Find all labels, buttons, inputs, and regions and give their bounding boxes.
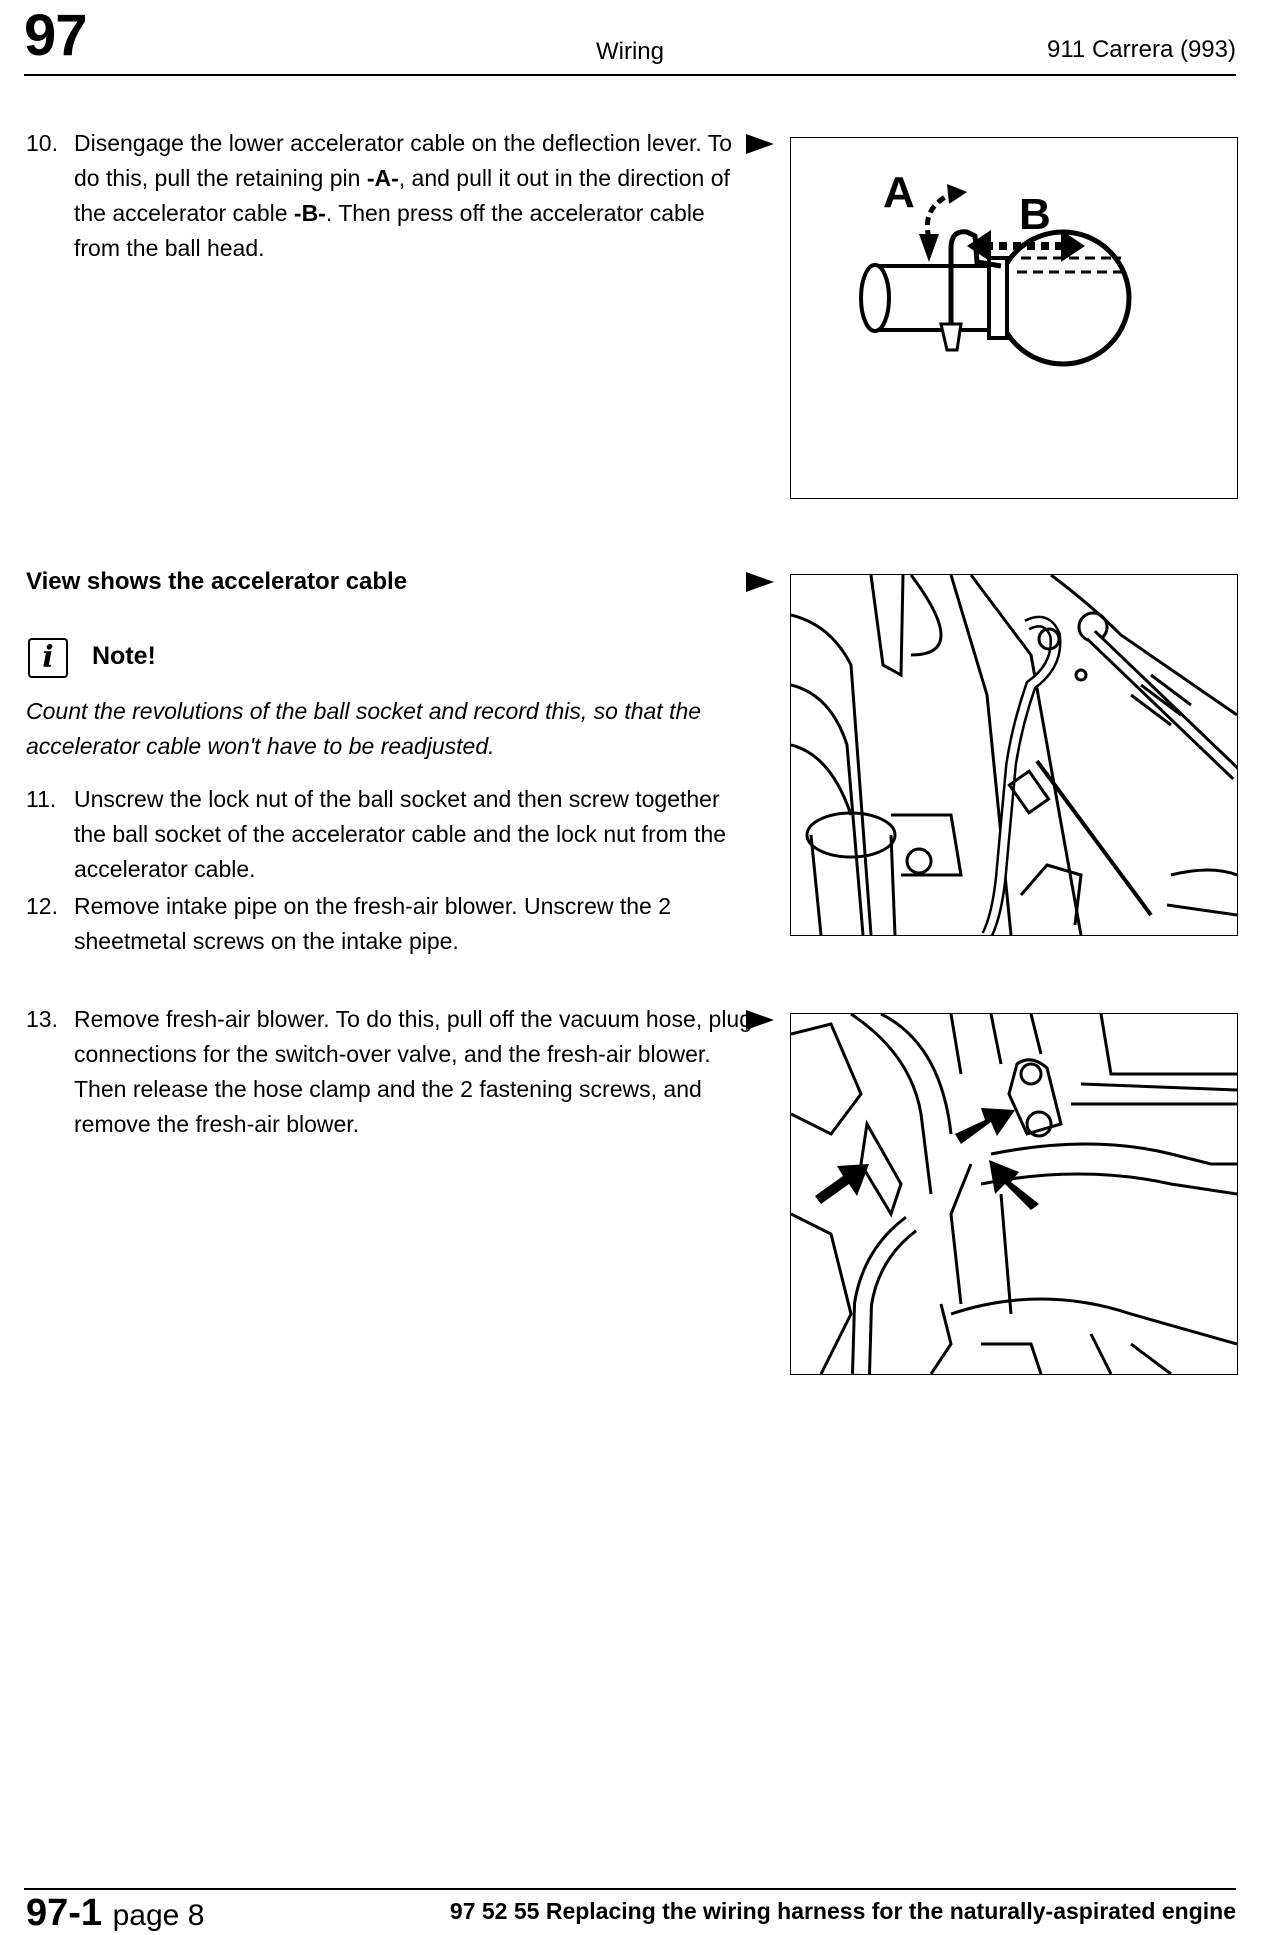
step-text: Disengage the lower accelerator cable on the deflection lever. To do this, pull the retaining pin <box>74 130 733 191</box>
footer-group: 97-1 <box>26 1892 103 1934</box>
note-text: Count the revolutions of the ball socket and record this, so that the accelerator cable won't have to be readjusted. <box>26 698 702 759</box>
figure-fresh-air-blower-drawing <box>791 1014 1237 1374</box>
figure-label-b: B <box>1019 190 1051 239</box>
step-10 <box>26 126 756 266</box>
step-11 <box>26 782 756 887</box>
footer-page: page 8 <box>112 1899 205 1932</box>
chapter-number: 97 <box>24 3 87 68</box>
footer-page-ref <box>26 1894 204 1935</box>
label-a: -A- <box>366 165 399 191</box>
figure-ball-head <box>790 137 1238 499</box>
step-text: , and pull it out in the direction of the accelerator cable <box>74 165 730 226</box>
label-b: -B- <box>293 200 326 226</box>
step-text: Remove intake pipe on the fresh-air blower. Unscrew the 2 sheetmetal screws on the intake pipe. <box>74 893 672 954</box>
step-text: Remove fresh-air blower. To do this, pull off the vacuum hose, plug connections for the switch-over valve, and the fresh-air blower. Then release the hose clamp and the 2 fastening screws, and remove the fresh-air blower. <box>74 1006 753 1137</box>
step-number: 12. <box>26 893 58 919</box>
figure-ball-head-drawing <box>791 138 1237 498</box>
header-rule <box>24 74 1236 76</box>
steps-11-12 <box>26 782 756 959</box>
step-13 <box>26 1002 756 1142</box>
footer-title: 97 52 55 Replacing the wiring harness for the naturally-aspirated engine <box>449 1898 1236 1924</box>
footer-rule <box>24 1888 1236 1890</box>
step-text: . Then press off the accelerator cable from the ball head. <box>74 200 705 261</box>
note-title: Note! <box>92 642 156 670</box>
step-number: 13. <box>26 1006 58 1032</box>
model-name: 911 Carrera (993) <box>1047 36 1236 63</box>
figure-accelerator-cable-drawing <box>791 575 1237 935</box>
pointer-arrow-icon <box>746 134 774 154</box>
figure-label-a: A <box>883 168 915 217</box>
step-number: 11. <box>26 786 57 812</box>
section-title: Wiring <box>596 38 665 65</box>
step-text: Unscrew the lock nut of the ball socket and then screw together the ball socket of the accelerator cable and the lock nut from the accelerator cable. <box>74 786 727 882</box>
view-heading: View shows the accelerator cable <box>26 568 408 595</box>
pointer-arrow-icon <box>746 1010 774 1030</box>
info-note-icon: i <box>28 638 68 678</box>
pointer-arrow-icon <box>746 572 774 592</box>
step-number: 10. <box>26 130 58 156</box>
figure-accelerator-cable <box>790 574 1238 936</box>
figure-fresh-air-blower <box>790 1013 1238 1375</box>
step-12 <box>26 889 756 959</box>
